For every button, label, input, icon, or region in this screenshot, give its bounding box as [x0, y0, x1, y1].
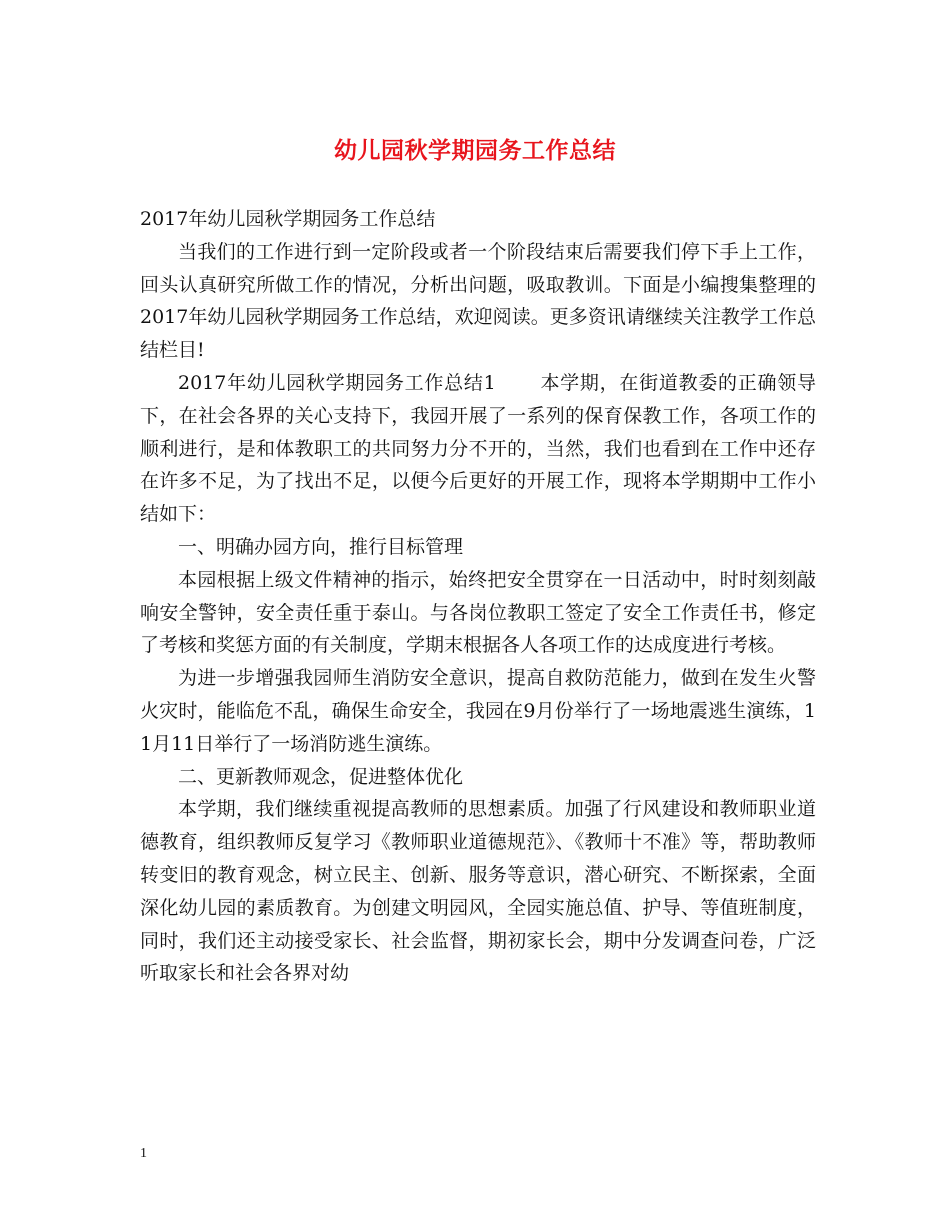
safety-paragraph: 本园根据上级文件精神的指示，始终把安全贯穿在一日活动中，时时刻刻敲响安全警钟，安全责任重于泰山。与各岗位教职工签定了安全工作责任书，修定了考核和奖惩方面的有关制度，学期末根据各人各项工作的达成度进行考核。	[140, 568, 816, 657]
intro-paragraph: 当我们的工作进行到一定阶段或者一个阶段结束后需要我们停下手上工作，回头认真研究所做工作的情况，分析出问题，吸取教训。下面是小编搜集整理的2017年幼儿园秋学期园务工作总结，欢迎阅读。更多资讯请继续关注教学工作总结栏目!	[140, 240, 816, 362]
heading-two: 二、更新教师观念，促进整体优化	[178, 765, 464, 788]
subtitle: 2017年幼儿园秋学期园务工作总结	[140, 208, 436, 230]
drill-paragraph: 为进一步增强我园师生消防安全意识，提高自救防范能力，做到在发生火警火灾时，能临危不乱，确保生命安全，我园在9月份举行了一场地震逃生演练，11月11日举行了一场消防逃生演练。	[140, 667, 816, 755]
document-title: 幼儿园秋学期园务工作总结	[334, 137, 616, 164]
teachers-paragraph: 本学期，我们继续重视提高教师的思想素质。加强了行风建设和教师职业道德教育，组织教师反复学习《教师职业道德规范》、《教师十不准》等，帮助教师转变旧的教育观念，树立民主、创新、服务等意识，潜心研究、不断探索，全面深化幼儿园的素质教育。为创建文明园风，全园实施总值、护导、等值班制度，同时，我们还主动接受家长、社会监督，期初家长会，期中分发调查问卷，广泛听取家长和社会各界对幼	[140, 798, 816, 985]
page-number: 1	[140, 1146, 147, 1161]
section-1-text: 本学期，在街道教委的正确领导下，在社会各界的关心支持下，我园开展了一系列的保育保教工作，各项工作的顺利进行，是和体教职工的共同努力分不开的，当然，我们也看到在工作中还存在许多不足，为了找出不足，以便今后更好的开展工作，现将本学期期中工作小结如下：	[140, 371, 816, 526]
document-body	[140, 203, 816, 990]
section-1-paragraph	[140, 367, 816, 531]
heading-one: 一、明确办园方向，推行目标管理	[178, 535, 464, 558]
section-1-heading: 2017年幼儿园秋学期园务工作总结1	[178, 371, 496, 394]
